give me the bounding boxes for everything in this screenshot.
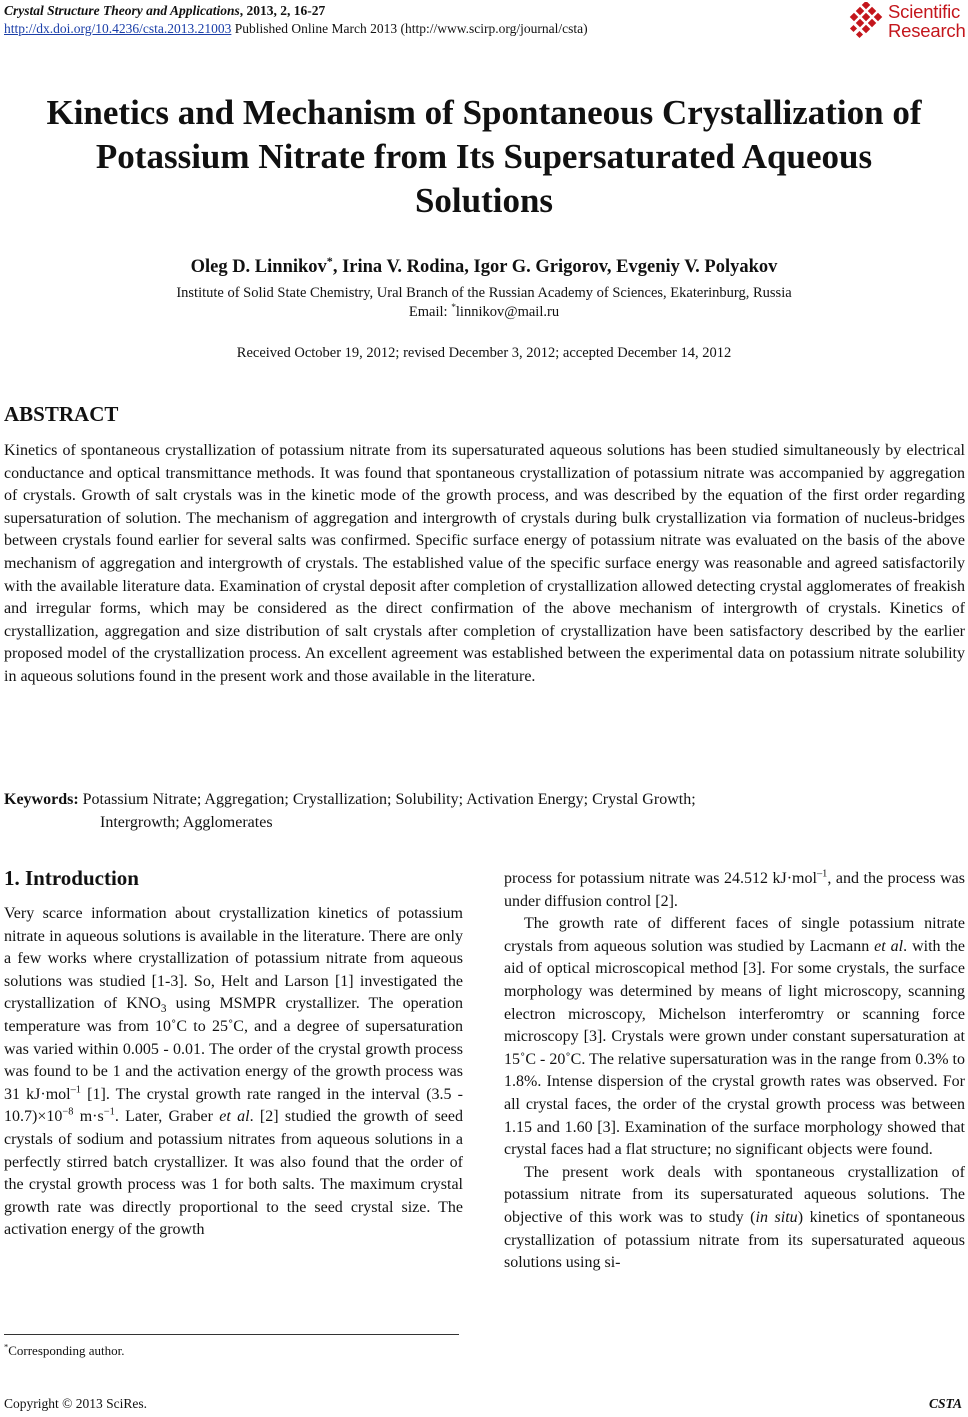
intro-paragraph: [504, 913, 965, 1162]
keywords-line2: Intergrowth; Agglomerates: [100, 813, 273, 831]
title-line: Solutions: [414, 181, 554, 220]
footnote-star: *: [4, 1341, 9, 1352]
journal-abbrev: CSTA: [928, 1396, 962, 1411]
footnote-rule: [4, 1334, 459, 1335]
email-line: [0, 304, 968, 321]
text-run: Very scarce information about crystallization kinetics of potassium nitrate in aqueous solutions is available in the literature. There are only a few works where crystallization of potassium nitrate from aqueous solutions was studied [1-3]. So, Helt and Larson [1] investigated the crystallization of KNO: [4, 905, 463, 1013]
footnote: [4, 1343, 124, 1359]
keywords: [4, 789, 965, 834]
text-run: ) kinetics of spontaneous crystallization of potassium nitrate from its supersaturated aqueous solutions using si-: [504, 1208, 966, 1272]
intro-paragraph: [4, 903, 463, 1242]
text-run: using MSMPR crystallizer. The operation temperature was from 10˚C to 25˚C, and a degree of supersaturation was varied within 0.005 - 0.01. The order of the crystal growth process was found to be 1 and the activation energy of the growth process was 31 kJ·mol: [4, 995, 463, 1103]
intro-paragraph: [504, 868, 965, 913]
paper-title: [0, 91, 968, 223]
text-run: . [2] studied the growth of seed crystals of sodium and potassium nitrates from aqueous solutions in a perfectly stirred batch crystallizer. It was also found that the order of the crystal growth process was 1 for both salts. The maximum crystal growth rate was directly proportional to the seed crystal size. The activation energy of the growth: [4, 1108, 464, 1239]
text-run: The present work deals with spontaneous crystallization of potassium nitrate from its supersaturated aqueous solutions. The objective of this work was to study (: [504, 1163, 965, 1226]
section-heading-introduction: 1. Introduction: [4, 866, 139, 890]
intro-paragraph: [504, 1162, 965, 1275]
author-rest: , Irina V. Rodina, Igor G. Grigorov, Evgeniy V. Polyakov: [332, 257, 778, 277]
left-column: [4, 903, 463, 1242]
text-run: process for potassium nitrate was 24.512 kJ·mol: [504, 870, 817, 887]
keywords-line1: Potassium Nitrate; Aggregation; Crystallization; Solubility; Activation Energy; Crystal Growth;: [78, 791, 696, 808]
superscript: –1: [816, 868, 828, 880]
affiliation: Institute of Solid State Chemistry, Ural Branch of the Russian Academy of Sciences, Ekaterinburg, Russia: [176, 285, 792, 301]
logo-text-scientific: Scientific: [888, 1, 961, 22]
text-run: , and the process was under diffusion control [2].: [504, 870, 966, 910]
et-al: et al: [219, 1108, 250, 1126]
text-run: The growth rate of different faces of single potassium nitrate crystals from aqueous solution was studied by Lacmann: [504, 915, 965, 955]
journal-name: [4, 3, 325, 19]
published-online: Published Online March 2013 (http://www.scirp.org/journal/csta): [231, 21, 588, 36]
author-first: Oleg D. Linnikov: [190, 257, 327, 277]
diamond-grid-logo-icon: [848, 2, 884, 40]
received-dates: Received October 19, 2012; revised December 3, 2012; accepted December 14, 2012: [236, 345, 732, 361]
author-star: *: [326, 253, 333, 268]
formula-exponent: −1: [103, 1107, 115, 1119]
doi-link[interactable]: http://dx.doi.org/10.4236/csta.2013.21003: [4, 21, 232, 36]
formula-exponent: −8: [62, 1107, 74, 1119]
formula-unit: m·s: [73, 1108, 104, 1126]
journal-title: Crystal Structure Theory and Applications: [4, 3, 240, 18]
abstract-heading: ABSTRACT: [4, 402, 119, 426]
keywords-label: Keywords:: [4, 791, 79, 808]
copyright: Copyright © 2013 SciRes.: [4, 1396, 148, 1411]
footnote-text: Corresponding author.: [8, 1343, 125, 1358]
abstract-text: Kinetics of spontaneous crystallization of potassium nitrate from its supersaturated aqueous solutions has been studied simultaneously by electrical conductance and optical transmittance methods. It was found that spontaneous crystallization of potassium nitrate was accompanied by aggregation of crystals. Growth of salt crystals was in the kinetic mode of the growth process, and was described by the equation of the first order regarding supersaturation of solution. The mechanism of aggregation and intergrowth of crystals during bulk crystallization via formation of nucleus-bridges between crystals found earlier for several salts was confirmed. Specific surface energy of potassium nitrate was evaluated on the basis of the above mechanism of aggregation and intergrowth of crystals. The established value of the specific surface energy was reasonable and agreed satisfactorily with the available literature data. Examination of crystal deposit after completion of crystallization allowed detecting crystal agglomerates of freakish and irregular forms, which may be considered as the direct confirmation of the above mechanism of intergrowth of crystals. Kinetics of crystallization, aggregation and size distribution of salt crystals after completion of crystallization have been satisfactory described by the earlier proposed model of the crystallization process. An excellent agreement was established between the experimental data on potassium nitrate solubility in aqueous solutions found in the present work and those available in the literature.: [4, 442, 965, 685]
title-line: Kinetics and Mechanism of Spontaneous Crystallization of: [46, 93, 922, 132]
email-address: linnikov@mail.ru: [455, 304, 560, 320]
in-situ: in situ: [755, 1208, 798, 1226]
email-label: Email:: [408, 304, 452, 320]
author-list: [0, 253, 968, 278]
et-al: et al: [874, 937, 904, 955]
doi-line: [4, 21, 588, 37]
right-column: [504, 868, 965, 1275]
title-line: Potassium Nitrate from Its Supersaturated Aqueous: [95, 137, 873, 176]
formula-part: (3.5 - 10.7)×10: [4, 1085, 464, 1126]
text-run: . Later, Graber: [114, 1108, 220, 1126]
publisher-logo: [846, 0, 968, 44]
logo-text-research: Research: [888, 20, 966, 41]
subscript: 3: [160, 1003, 167, 1016]
journal-volume: , 2013, 2, 16-27: [239, 3, 326, 18]
text-run: [1]. The crystal growth rate ranged in the interval: [81, 1085, 427, 1103]
superscript: –1: [70, 1084, 81, 1096]
email-star: *: [451, 303, 456, 314]
text-run: . with the aid of optical microscopical method [3]. For some crystals, the surface morphology was determined by means of light microscopy, scanning electron microscopy, Michelson interferomtry or scanning force microscopy [3]. Crystals were grown under constant supersaturation at 15˚C - 20˚C. The relative supersaturation was in the range from 0.3% to 1.8%. Intense dispersion of the crystal growth rates was observed. For all crystal faces, the order of the crystal growth process was between 1.15 and 1.60 [3]. Examination of the surface morphology showed that crystal faces had a flat structure; no significant objects were found.: [504, 937, 966, 1159]
